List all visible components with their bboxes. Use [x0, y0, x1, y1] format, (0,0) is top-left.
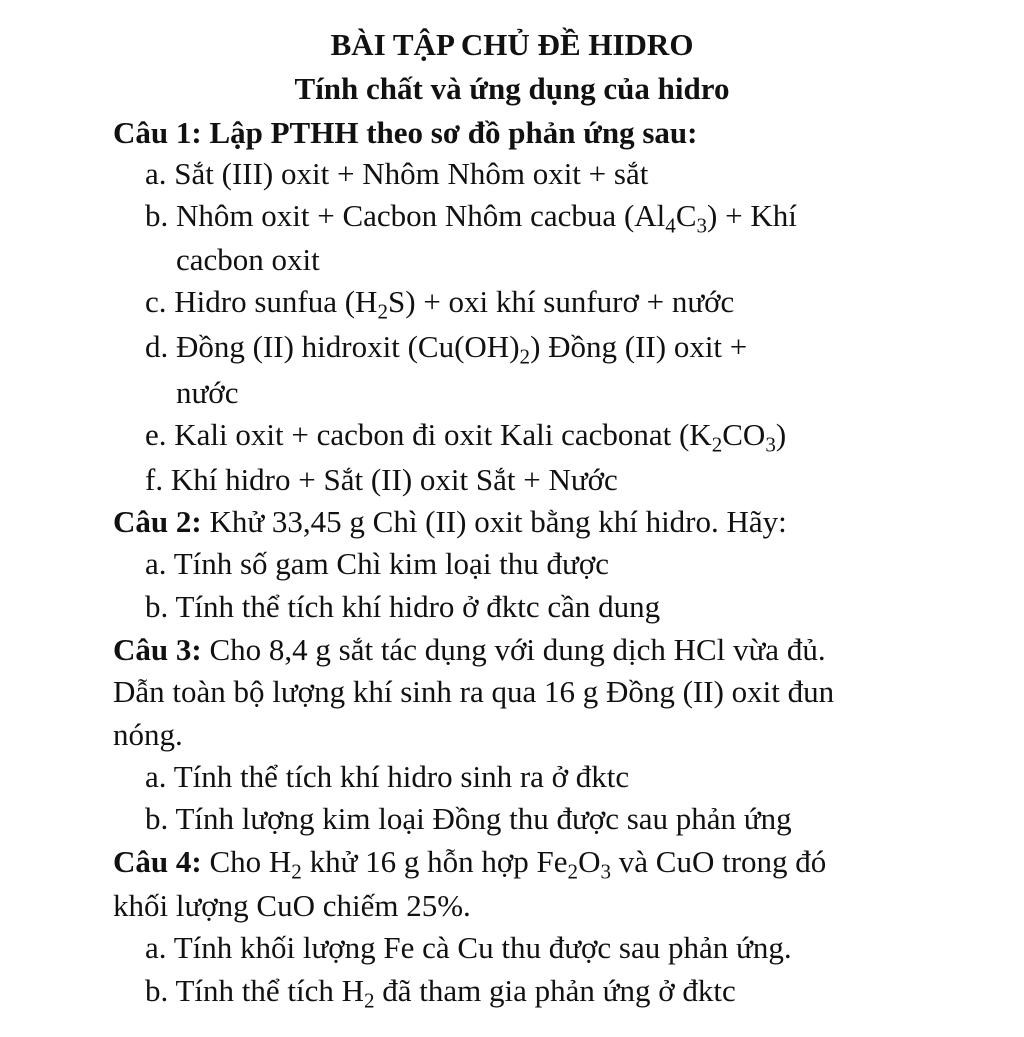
- question-1-item-e: e. Kali oxit + cacbon đi oxit Kali cacbonat $(K_2CO_3)$: [145, 417, 787, 457]
- question-3-text: Câu 3: Cho 8,4 g sắt tác dụng với dung dịch HCl vừa đủ.: [113, 632, 826, 667]
- question-4-text-line-2: khối lượng CuO chiếm 25%.: [113, 888, 471, 923]
- question-1-item-d-continued: nước: [176, 375, 239, 410]
- question-1-item-f: f. Khí hidro + Sắt (II) oxit Sắt + Nước: [145, 462, 618, 497]
- question-3-item-b: b. Tính lượng kim loại Đồng thu được sau phản ứng: [145, 801, 792, 836]
- question-1-item-c: c. Hidro sunfua $(H_2S)$ + oxi khí sunfurơ + nước: [145, 284, 735, 324]
- question-1-item-b-continued: cacbon oxit: [176, 242, 320, 277]
- question-2-text: Câu 2: Khử 33,45 g Chì (II) oxit bằng khí hidro. Hãy:: [113, 504, 787, 539]
- question-1-item-b: b. Nhôm oxit + Cacbon Nhôm cacbua $(Al_4C_3)$ + Khí: [145, 198, 797, 238]
- document-title: BÀI TẬP CHỦ ĐỀ HIDRO: [330, 27, 694, 62]
- question-4-item-a: a. Tính khối lượng Fe cà Cu thu được sau phản ứng.: [145, 930, 792, 965]
- question-1-item-d: d. Đồng (II) hidroxit $(Cu(OH)_2)$ Đồng (II) oxit +: [145, 329, 748, 369]
- question-1-item-a: a. Sắt (III) oxit + Nhôm Nhôm oxit + sắt: [145, 156, 649, 191]
- question-1-heading: Câu 1: Lập PTHH theo sơ đồ phản ứng sau:: [113, 115, 698, 150]
- question-3-text-line-3: nóng.: [113, 717, 183, 752]
- question-3-text-line-2: Dẫn toàn bộ lượng khí sinh ra qua 16 g Đồng (II) oxit đun: [113, 674, 835, 709]
- question-2-label: Câu 2:: [113, 504, 202, 539]
- document-subtitle: Tính chất và ứng dụng của hidro: [294, 71, 730, 106]
- question-2-item-b: b. Tính thể tích khí hidro ở đktc cần dung: [145, 589, 661, 624]
- question-3-label: Câu 3:: [113, 632, 202, 667]
- question-4-label: Câu 4:: [113, 844, 202, 879]
- question-2-item-a: a. Tính số gam Chì kim loại thu được: [145, 546, 610, 581]
- question-4-item-b: b. Tính thể tích $H_2$ đã tham gia phản ứng ở đktc: [145, 973, 736, 1013]
- question-4-text: Câu 4: Cho $H_2$ khử 16 g hỗn hợp $Fe_2O_3$ và CuO trong đó: [113, 844, 827, 884]
- question-3-item-a: a. Tính thể tích khí hidro sinh ra ở đktc: [145, 759, 630, 794]
